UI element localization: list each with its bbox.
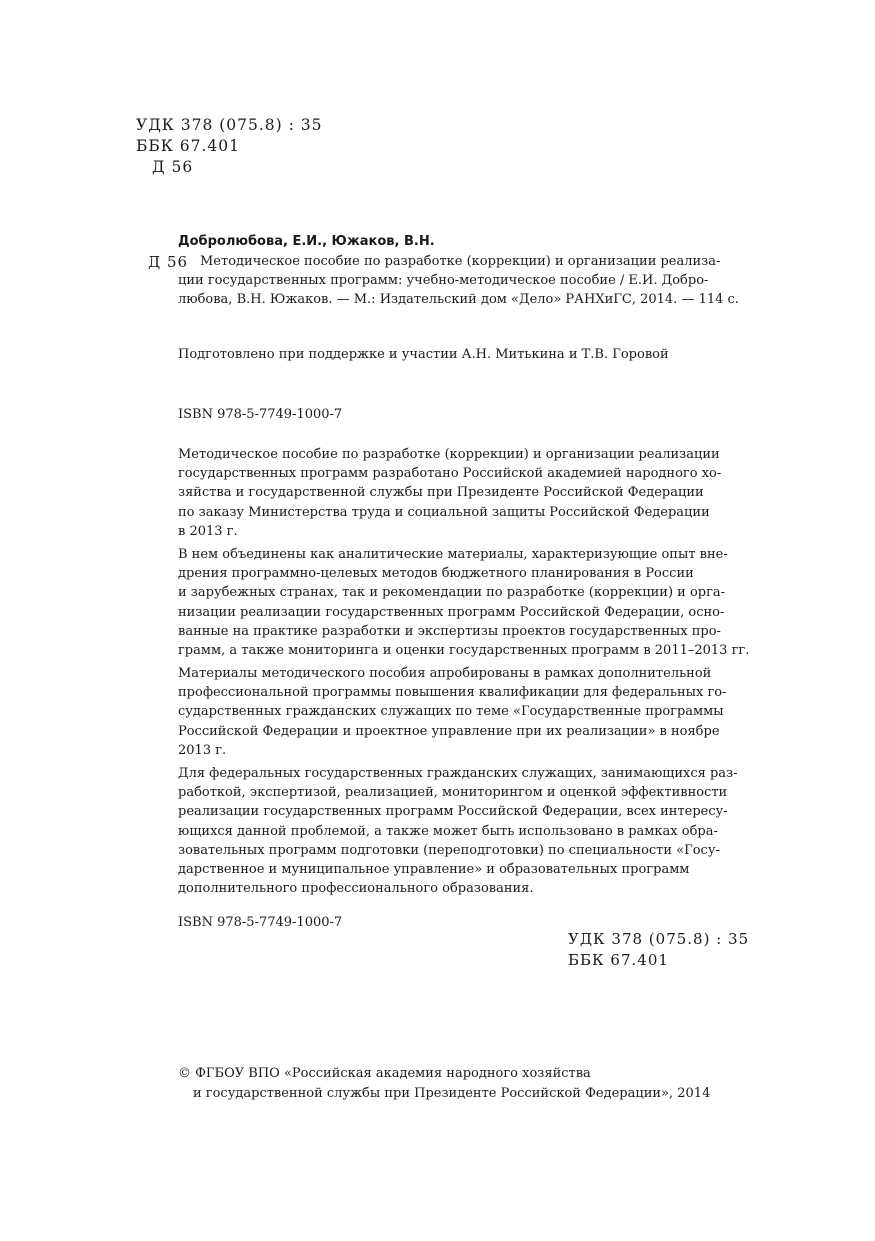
annotation-line: в 2013 г.	[178, 523, 238, 539]
bbk-bottom: ББК 67.401	[568, 951, 669, 969]
annotation-line: реализации государственных программ Российской Федерации, всех интересу-	[178, 804, 728, 820]
annotation-line: работкой, экспертизой, реализацией, мониторингом и оценкой эффективности	[178, 785, 728, 801]
udk-bottom: УДК 378 (075.8) : 35	[568, 930, 750, 948]
annotation-line: сударственных гражданских служащих по теме «Государственные программы	[178, 704, 724, 720]
annotation-paragraph-2	[178, 545, 750, 660]
isbn-bottom: ISBN 978-5-7749-1000-7	[178, 915, 343, 930]
isbn-top: ISBN 978-5-7749-1000-7	[178, 407, 343, 422]
annotation-paragraph-4	[178, 764, 738, 898]
annotation-line: Материалы методического пособия апробированы в рамках дополнительной	[178, 666, 712, 681]
annotation-line: по заказу Министерства труда и социальной защиты Российской Федерации	[178, 504, 710, 520]
support-note: Подготовлено при поддержке и участии А.Н. Митькина и Т.В. Горовой	[178, 347, 669, 362]
annotation-paragraph-1	[178, 445, 724, 541]
copyright-line-2: и государственной службы при Президенте Российской Федерации», 2014	[193, 1086, 711, 1101]
author-mark-top: Д 56	[152, 158, 194, 176]
annotation-line: В нем объединены как аналитические материалы, характеризующие опыт вне-	[178, 547, 728, 562]
annotation-line: 2013 г.	[178, 742, 227, 758]
annotation-line: зяйства и государственной службы при Президенте Российской Федерации	[178, 485, 704, 501]
udk-top: УДК 378 (075.8) : 35	[136, 116, 323, 134]
annotation-line: профессиональной программы повышения квалификации для федеральных го-	[178, 685, 727, 701]
biblio-line-2: ции государственных программ: учебно-методическое пособие / Е.И. Добро-	[178, 273, 709, 288]
annotation-line: зовательных программ подготовки (переподготовки) по специальности «Госу-	[178, 842, 720, 858]
copyright-line-1: © ФГБОУ ВПО «Российская академия народного хозяйства	[178, 1066, 591, 1081]
annotation-line: государственных программ разработано Российской академией народного хо-	[178, 466, 722, 482]
annotation-line: ющихся данной проблемой, а также может быть использовано в рамках обра-	[178, 823, 718, 839]
annotation-line: ванные на практике разработки и экспертизы проектов государственных про-	[178, 623, 721, 639]
author-mark-biblio: Д 56	[148, 253, 189, 271]
annotation-line: низации реализации государственных программ Российской Федерации, осно-	[178, 604, 725, 620]
annotation-line: дрения программно-целевых методов бюджетного планирования в России	[178, 566, 694, 582]
bbk-top: ББК 67.401	[136, 137, 240, 155]
annotation-line: и зарубежных странах, так и рекомендации по разработке (коррекции) и орга-	[178, 585, 726, 601]
annotation-line: дарственное и муниципальное управление» и образовательных программ	[178, 862, 690, 878]
annotation-line: дополнительного профессионального образования.	[178, 881, 534, 897]
annotation-line: Российской Федерации и проектное управление при их реализации» в ноябре	[178, 723, 720, 739]
annotation-paragraph-3	[178, 664, 727, 760]
authors-heading: Добролюбова, Е.И., Южаков, В.Н.	[178, 234, 435, 249]
biblio-line-1: Методическое пособие по разработке (коррекции) и организации реализа-	[200, 254, 721, 269]
annotation-line: грамм, а также мониторинга и оценки государственных программ в 2011–2013 гг.	[178, 643, 750, 659]
biblio-line-3: любова, В.Н. Южаков. — М.: Издательский дом «Дело» РАНХиГС, 2014. — 114 с.	[178, 292, 739, 307]
annotation-line: Методическое пособие по разработке (коррекции) и организации реализации	[178, 447, 720, 462]
annotation-line: Для федеральных государственных гражданских служащих, занимающихся раз-	[178, 766, 738, 781]
